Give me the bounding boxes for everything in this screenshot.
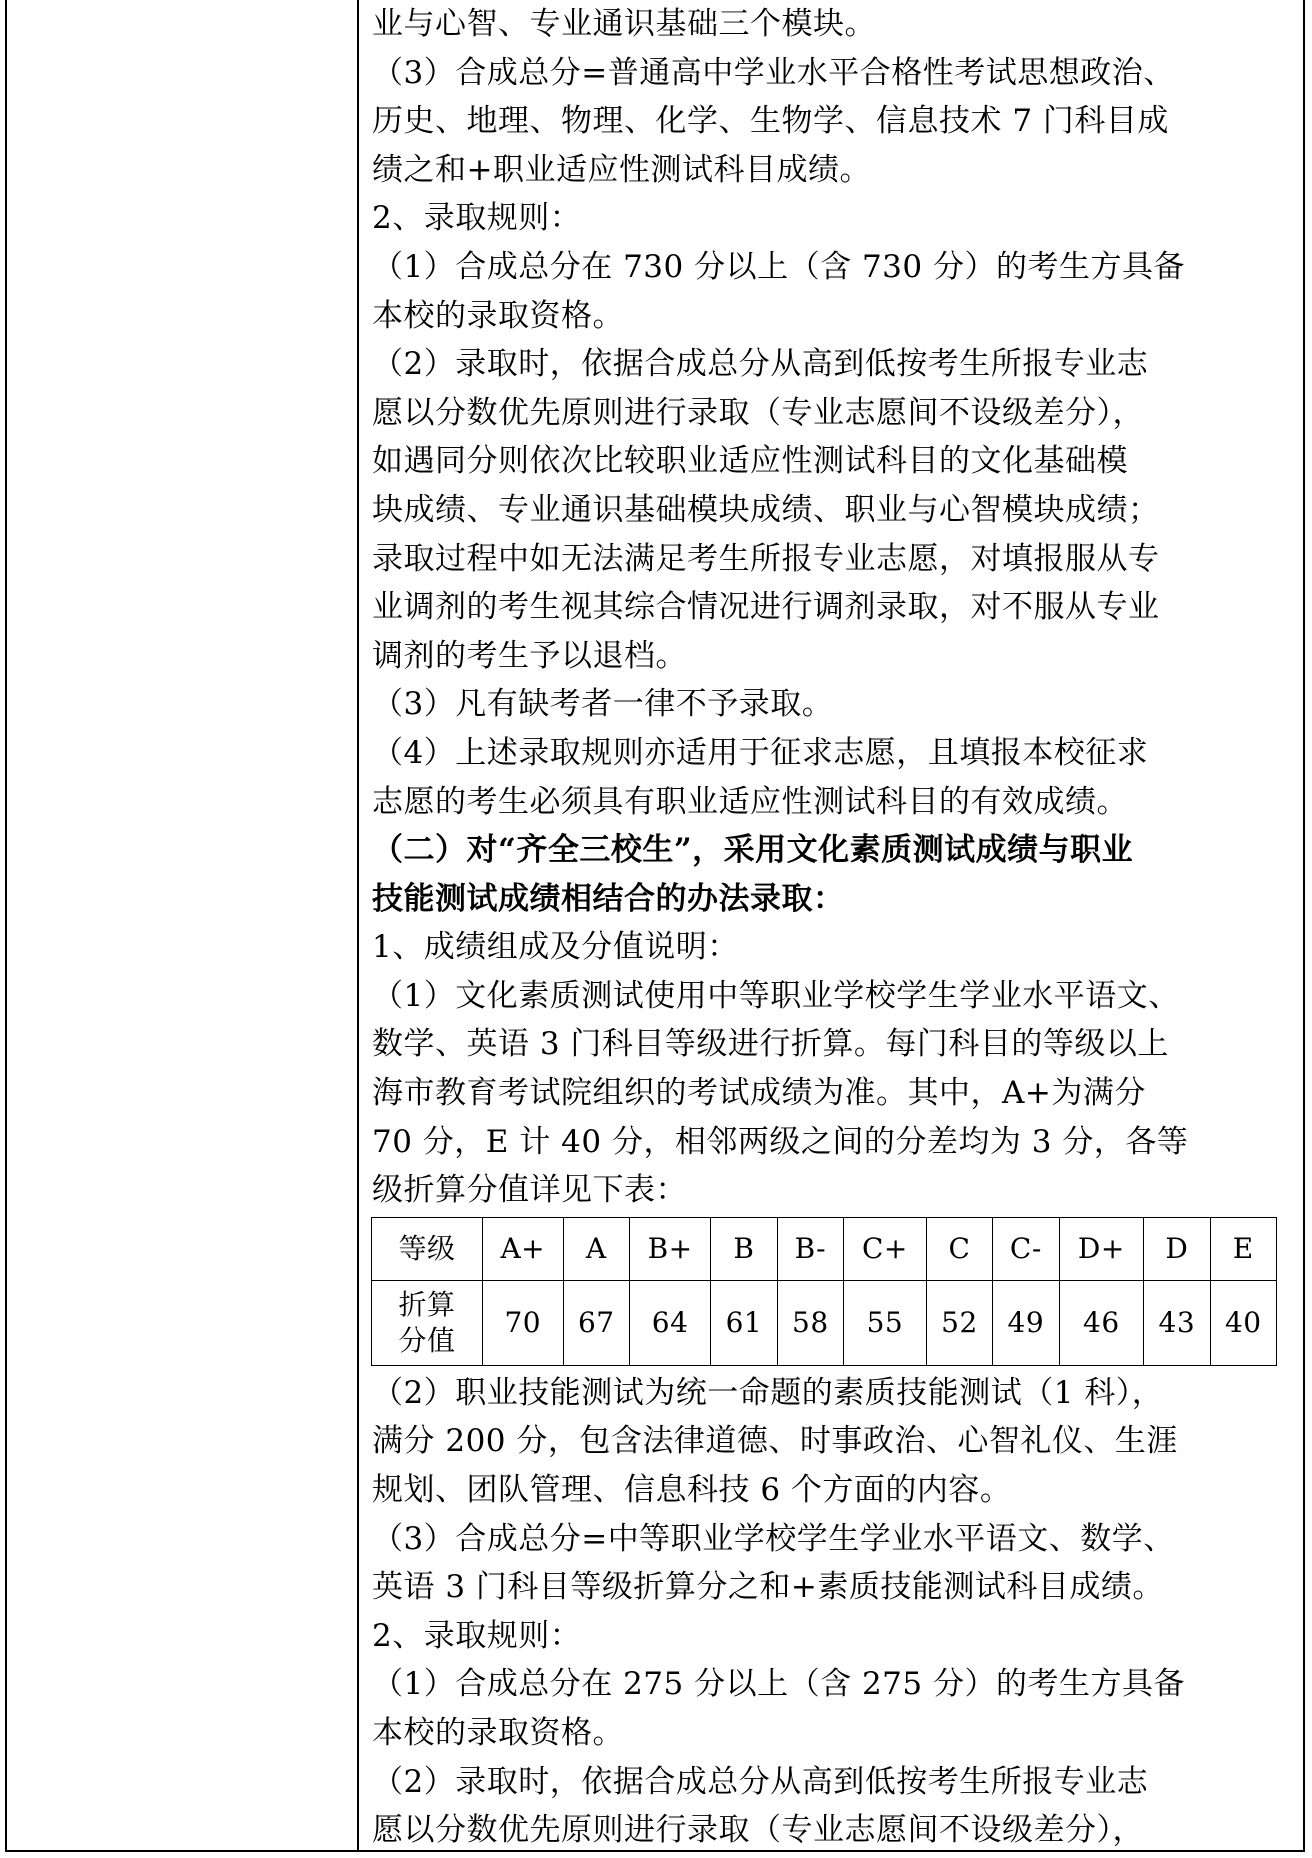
section-heading [372, 826, 1292, 923]
score-cell: 70 [483, 1280, 564, 1365]
score-cell: 52 [926, 1280, 992, 1365]
grade-cell: B- [777, 1217, 843, 1280]
text-line: 愿以分数优先原则进行录取（专业志愿间不设级差分）， [372, 394, 1144, 431]
text-block-mid [372, 923, 1292, 1215]
text-line: （2）录取时，依据合成总分从高到低按考生所报专业志 [372, 1763, 1149, 1800]
text-line: （1）文化素质测试使用中等职业学校学生学业水平语文、 [372, 977, 1180, 1014]
text-line: 技能测试成绩相结合的办法录取： [372, 880, 845, 917]
grade-cell: B [711, 1217, 777, 1280]
text-line: 历史、地理、物理、化学、生物学、信息技术 7 门科目成 [372, 103, 1169, 140]
text-line: 业与心智、专业通识基础三个模块。 [372, 6, 876, 42]
score-header-cell [372, 1280, 483, 1365]
text-line: 录取过程中如无法满足考生所报专业志愿，对填报服从专 [372, 540, 1160, 577]
grade-cell: C+ [844, 1217, 927, 1280]
score-cell: 61 [711, 1280, 777, 1365]
text-line: 规划、团队管理、信息科技 6 个方面的内容。 [372, 1472, 1012, 1509]
text-line: （二）对“齐全三校生”，采用文化素质测试成绩与职业 [372, 832, 1134, 869]
text-line: 本校的录取资格。 [372, 297, 624, 334]
text-block-bottom [372, 1369, 1292, 1855]
grade-cell: D [1144, 1217, 1210, 1280]
text-line: （2）职业技能测试为统一命题的素质技能测试（1 科）， [372, 1374, 1164, 1411]
score-label-line1: 折算 [398, 1287, 456, 1321]
text-line: （3）合成总分=普通高中学业水平合格性考试思想政治、 [372, 54, 1175, 91]
score-cell: 49 [993, 1280, 1059, 1365]
text-line: （1）合成总分在 730 分以上（含 730 分）的考生方具备 [372, 248, 1185, 285]
text-line: 本校的录取资格。 [372, 1715, 624, 1751]
grade-cell: A [563, 1217, 629, 1280]
score-cell: 43 [1144, 1280, 1210, 1365]
text-line: 块成绩、专业通识基础模块成绩、职业与心智模块成绩； [372, 491, 1160, 528]
grade-cell: C- [993, 1217, 1059, 1280]
grade-cell: C [926, 1217, 992, 1280]
text-line: （2）录取时，依据合成总分从高到低按考生所报专业志 [372, 346, 1149, 383]
grade-cell: A+ [483, 1217, 564, 1280]
score-cell: 67 [563, 1280, 629, 1365]
text-line: 调剂的考生予以退档。 [372, 637, 687, 674]
column-divider [357, 0, 359, 1852]
grade-cell: D+ [1059, 1217, 1144, 1280]
text-line: 愿以分数优先原则进行录取（专业志愿间不设级差分）， [372, 1812, 1144, 1849]
score-cell: 58 [777, 1280, 843, 1365]
text-line: 数学、英语 3 门科目等级进行折算。每门科目的等级以上 [372, 1026, 1169, 1063]
text-line: 70 分，E 计 40 分，相邻两级之间的分差均为 3 分，各等 [372, 1123, 1189, 1160]
text-line: （4）上述录取规则亦适用于征求志愿，且填报本校征求 [372, 734, 1149, 771]
grade-row [372, 1217, 1277, 1280]
text-line: （3）合成总分=中等职业学校学生学业水平语文、数学、 [372, 1520, 1175, 1557]
content-cell [372, 0, 1292, 1855]
text-line: 级折算分值详见下表： [372, 1172, 687, 1209]
text-line: （1）合成总分在 275 分以上（含 275 分）的考生方具备 [372, 1666, 1185, 1703]
text-line: 绩之和+职业适应性测试科目成绩。 [372, 151, 871, 188]
text-line: 英语 3 门科目等级折算分之和+素质技能测试科目成绩。 [372, 1569, 1164, 1606]
text-line: 2、录取规则： [372, 200, 582, 237]
grade-header-cell: 等级 [372, 1217, 483, 1280]
score-cell: 46 [1059, 1280, 1144, 1365]
text-block-top [372, 0, 1292, 826]
text-line: 满分 200 分，包含法律道德、时事政治、心智礼仪、生涯 [372, 1423, 1178, 1460]
grade-conversion-table [371, 1217, 1277, 1366]
text-line: 1、成绩组成及分值说明： [372, 929, 739, 966]
score-cell: 40 [1210, 1280, 1276, 1365]
score-row [372, 1280, 1277, 1365]
grade-cell: B+ [630, 1217, 711, 1280]
score-cell: 55 [844, 1280, 927, 1365]
text-line: （3）凡有缺考者一律不予录取。 [372, 686, 834, 723]
text-line: 海市教育考试院组织的考试成绩为准。其中，A+为满分 [372, 1075, 1146, 1112]
score-cell: 64 [630, 1280, 711, 1365]
text-line: 如遇同分则依次比较职业适应性测试科目的文化基础模 [372, 443, 1128, 480]
grade-cell: E [1210, 1217, 1276, 1280]
text-line: 2、录取规则： [372, 1617, 582, 1654]
score-label-line2: 分值 [398, 1323, 456, 1357]
text-line: 志愿的考生必须具有职业适应性测试科目的有效成绩。 [372, 783, 1128, 820]
text-line: 业调剂的考生视其综合情况进行调剂录取，对不服从专业 [372, 589, 1160, 626]
